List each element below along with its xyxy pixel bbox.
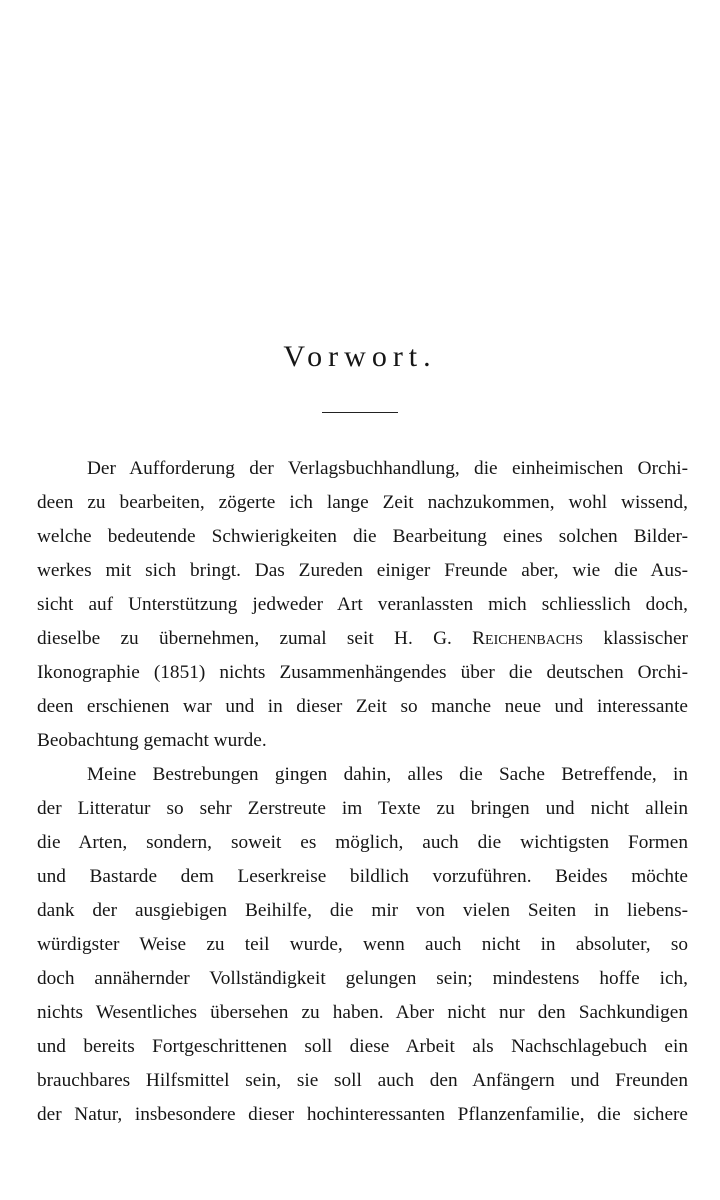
- text-line: nichts Wesentliches übersehen zu haben. Aber nicht nur den Sachkundigen: [37, 1002, 688, 1023]
- text-line: der Litteratur so sehr Zerstreute im Texte zu bringen und nicht allein: [37, 798, 688, 819]
- text-line: deen erschienen war und in dieser Zeit so manche neue und interessante: [37, 696, 688, 717]
- text-line: brauchbares Hilfsmittel sein, sie soll auch den Anfängern und Freunden: [37, 1070, 688, 1091]
- text-line: welche bedeutende Schwierigkeiten die Bearbeitung eines solchen Bilder-: [37, 526, 688, 547]
- text-line: die Arten, sondern, soweit es möglich, auch die wichtigsten Formen: [37, 832, 688, 853]
- page-title: Vorwort.: [283, 340, 437, 373]
- body-text: [37, 452, 688, 1132]
- text-line: der Natur, insbesondere dieser hochinteressanten Pflanzenfamilie, die sichere: [37, 1104, 688, 1125]
- title-divider: [322, 412, 398, 413]
- text-line: sicht auf Unterstützung jedweder Art veranlassten mich schliesslich doch,: [37, 594, 688, 615]
- text-line: deen zu bearbeiten, zögerte ich lange Zeit nachzukommen, wohl wissend,: [37, 492, 688, 513]
- text-line: und bereits Fortgeschrittenen soll diese Arbeit als Nachschlagebuch ein: [37, 1036, 688, 1057]
- text-line: werkes mit sich bringt. Das Zureden einiger Freunde aber, wie die Aus-: [37, 560, 688, 581]
- paragraph-2: [37, 758, 688, 1132]
- text-line: dank der ausgiebigen Beihilfe, die mir von vielen Seiten in liebens-: [37, 900, 688, 921]
- author-name: Reichenbachs: [472, 628, 584, 649]
- text-line: doch annähernder Vollständigkeit gelungen sein; mindestens hoffe ich,: [37, 968, 688, 989]
- text-line: [37, 622, 688, 656]
- paragraph-1: [37, 452, 688, 758]
- text-line: Meine Bestrebungen gingen dahin, alles die Sache Betreffende, in: [87, 764, 688, 785]
- text-line: würdigster Weise zu teil wurde, wenn auch nicht in absoluter, so: [37, 934, 688, 955]
- text-line: Ikonographie (1851) nichts Zusammenhängendes über die deutschen Orchi-: [37, 662, 688, 683]
- text-line-part: klassischer: [603, 628, 688, 649]
- text-line: Der Aufforderung der Verlagsbuchhandlung, die einheimischen Orchi-: [87, 458, 688, 479]
- text-line: und Bastarde dem Leserkreise bildlich vorzuführen. Beides möchte: [37, 866, 688, 887]
- text-line: Beobachtung gemacht wurde.: [37, 730, 267, 751]
- text-line-part: dieselbe zu übernehmen, zumal seit H. G.: [37, 628, 452, 649]
